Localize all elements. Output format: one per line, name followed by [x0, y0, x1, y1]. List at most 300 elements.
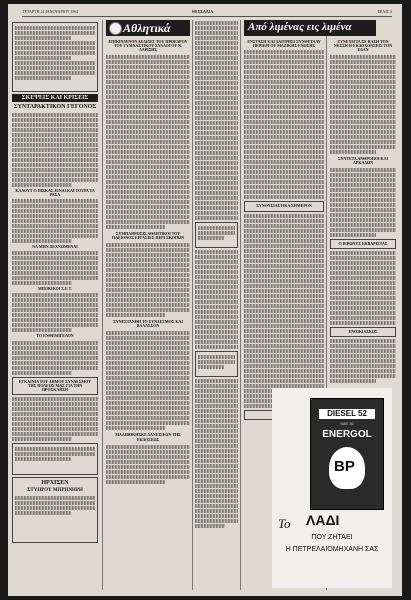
- body-text-line: [12, 143, 98, 147]
- football-icon: [109, 22, 122, 35]
- small-notice-box: [12, 443, 98, 475]
- body-text-line: [330, 228, 396, 232]
- body-text-line: [330, 80, 396, 84]
- body-text-line: [195, 399, 238, 403]
- body-text-line: [15, 511, 71, 515]
- body-text-line: [195, 330, 238, 334]
- body-text-line: [106, 130, 190, 134]
- page-header: [22, 8, 392, 17]
- body-text-line: [244, 75, 324, 79]
- body-text-line: [12, 153, 98, 157]
- body-text-line: [106, 95, 190, 99]
- body-text-line: [244, 115, 324, 119]
- body-text-line: [330, 261, 396, 265]
- body-text-line: [330, 359, 396, 363]
- body-text-line: [106, 135, 190, 139]
- body-text-line: [12, 234, 98, 238]
- body-text-line: [244, 324, 324, 328]
- body-text-line: [330, 100, 396, 104]
- body-text-line: [12, 437, 72, 441]
- body-text-line: [195, 141, 238, 145]
- body-text-line: [244, 264, 324, 268]
- body-text-line: [12, 356, 98, 360]
- body-text-line: [195, 419, 238, 423]
- body-text-line: [15, 457, 71, 461]
- body-text-line: [330, 316, 396, 320]
- body-text-line: [244, 180, 324, 184]
- body-text-line: [195, 116, 238, 120]
- body-text-line: [12, 183, 72, 187]
- body-text-line: [195, 504, 238, 508]
- body-text-line: [195, 71, 238, 75]
- body-text-line: [330, 115, 396, 119]
- body-text-line: [244, 195, 324, 199]
- body-text-line: [244, 175, 324, 179]
- sports-headline: ΜΑΛΙΒΟΚΗΣΚΕ ΔΑΝΕΙΣΕΩΝ ΤΗΣ ΕΚΔΟΣΕΩΣ: [115, 432, 181, 442]
- body-text-line: [15, 56, 71, 60]
- body-text-line: [195, 76, 238, 80]
- body-text-line: [15, 506, 95, 510]
- body-text-line: [12, 158, 98, 162]
- listing-box: [195, 351, 238, 377]
- body-text-line: [330, 173, 396, 177]
- body-text-line: [195, 216, 238, 220]
- body-text-line: [195, 449, 238, 453]
- body-text-line: [198, 236, 224, 240]
- body-text-line: [330, 198, 396, 202]
- body-text-line: [106, 381, 190, 385]
- body-text-line: [106, 346, 190, 350]
- body-text-line: [12, 239, 72, 243]
- column-listings: [195, 20, 238, 592]
- body-text-line: [244, 219, 324, 223]
- body-text-line: [195, 494, 238, 498]
- body-text-line: [330, 349, 396, 353]
- body-text-line: [106, 371, 190, 375]
- body-text-line: [244, 299, 324, 303]
- body-text-line: [330, 135, 396, 139]
- harbour-notice-box: [330, 327, 396, 337]
- body-text-line: [106, 263, 190, 267]
- body-text-line: [195, 121, 238, 125]
- body-text-line: [195, 275, 238, 279]
- body-text-line: [195, 524, 225, 528]
- body-text-line: [244, 70, 324, 74]
- body-text-line: [106, 80, 190, 84]
- notice-subheading: ΣΤΥΠΡΟΥ ΜΠΡΗΝΗΡΗ: [27, 488, 83, 494]
- body-text-line: [195, 106, 238, 110]
- body-text-line: [195, 86, 238, 90]
- body-text-line: [330, 125, 396, 129]
- body-text-line: [12, 276, 98, 280]
- body-text-line: [244, 214, 324, 218]
- body-text-line: [244, 229, 324, 233]
- harbour-notice-heading: ΕΝΟΙΚΙΑΣΕΩΣ: [348, 329, 378, 335]
- body-text-line: [195, 474, 238, 478]
- harbour-banner-title: Από λιμένας εις λιμένα: [248, 21, 352, 33]
- body-text-line: [330, 286, 396, 290]
- bp-shield-logo: [329, 447, 365, 489]
- body-text-line: [12, 351, 98, 355]
- body-text-line: [330, 213, 396, 217]
- harbour-notice-box: [330, 239, 396, 249]
- body-text-line: [106, 268, 190, 272]
- body-text-line: [195, 384, 238, 388]
- body-text-line: [15, 71, 95, 75]
- body-text-line: [244, 105, 324, 109]
- body-text-line: [330, 251, 396, 255]
- body-text-line: [244, 344, 324, 348]
- body-text-line: [106, 200, 190, 204]
- body-text-line: [195, 51, 238, 55]
- body-text-line: [12, 298, 98, 302]
- body-text-line: [106, 125, 190, 129]
- body-text-line: [12, 256, 98, 260]
- body-text-line: [244, 234, 324, 238]
- body-text-line: [106, 140, 190, 144]
- body-text-line: [195, 285, 238, 289]
- body-text-line: [12, 261, 98, 265]
- body-text-line: [330, 150, 376, 154]
- sports-banner-title: Αθλητικά: [123, 21, 171, 35]
- body-text-line: [244, 145, 324, 149]
- body-text-line: [195, 320, 238, 324]
- body-text-line: [244, 100, 324, 104]
- body-text-line: [12, 341, 98, 345]
- body-text-line: [195, 325, 238, 329]
- body-text-line: [330, 369, 396, 373]
- body-text-line: [195, 429, 238, 433]
- body-text-line: [244, 90, 324, 94]
- body-text-line: [106, 470, 190, 474]
- body-text-line: [195, 434, 238, 438]
- body-text-line: [195, 161, 238, 165]
- body-text-line: [330, 301, 396, 305]
- column-sports: [106, 38, 190, 588]
- body-text-line: [244, 224, 324, 228]
- body-text-line: [15, 46, 95, 50]
- section-heading: ΤΟ ΕΝΘΕΜΙΓΕΛΟΝ: [36, 333, 74, 339]
- body-text-line: [15, 36, 71, 40]
- body-text-line: [12, 128, 98, 132]
- body-text-line: [330, 354, 396, 358]
- body-text-line: [330, 120, 396, 124]
- body-text-line: [106, 180, 190, 184]
- body-text-line: [195, 171, 238, 175]
- body-text-line: [106, 60, 190, 64]
- body-text-line: [106, 396, 190, 400]
- body-text-line: [195, 211, 238, 215]
- body-text-line: [106, 293, 190, 297]
- masthead-box: [12, 22, 98, 92]
- body-text-line: [330, 85, 396, 89]
- body-text-line: [244, 244, 324, 248]
- body-text-line: [244, 85, 324, 89]
- body-text-line: [106, 401, 190, 405]
- oil-can-illustration: [310, 398, 384, 510]
- sports-headline: ΣΥΝΕΣΤΑΝΘΗ ΤΟ ΣΥΝΔΕΣΜΟΣ ΚΑΙ ΒΑΛΑΣΣΟΝ: [113, 318, 183, 329]
- body-text-line: [195, 310, 238, 314]
- body-text-line: [106, 426, 165, 430]
- section-heading: ΚΛΑΟΥΤ Ο ΠΙΣΚΑΣ ΕΙΝΑΙ ΚΑΙ ΤΟΥΡΑ ΤΑ ΡΑΣΑ: [15, 187, 95, 197]
- body-text-line: [195, 514, 238, 518]
- body-text-line: [244, 150, 324, 154]
- body-text-line: [106, 165, 190, 169]
- body-text-line: [106, 356, 190, 360]
- body-text-line: [195, 66, 238, 70]
- body-text-line: [244, 334, 324, 338]
- body-text-line: [106, 55, 190, 59]
- body-text-line: [12, 214, 98, 218]
- body-text-line: [330, 188, 396, 192]
- body-text-line: [106, 258, 190, 262]
- body-text-line: [12, 251, 98, 255]
- can-product-name: ENERGOL: [322, 429, 372, 440]
- body-text-line: [106, 421, 190, 425]
- bp-logo-text: BP: [334, 458, 355, 475]
- body-text-line: [12, 412, 98, 416]
- body-text-line: [195, 41, 238, 45]
- body-text-line: [106, 90, 190, 94]
- body-text-line: [12, 432, 98, 436]
- body-text-line: [15, 447, 95, 451]
- body-text-line: [330, 233, 376, 237]
- body-text-line: [106, 331, 190, 335]
- body-text-line: [195, 250, 238, 254]
- body-text-line: [106, 85, 190, 89]
- body-text-line: [195, 191, 238, 195]
- energol-advert: [272, 388, 392, 588]
- body-text-line: [330, 168, 396, 172]
- advert-line-2: Η ΠΕΤΡΕΛΑΙΟΜΗΧΑΝΗ ΣΑΣ: [285, 546, 379, 553]
- body-text-line: [330, 296, 396, 300]
- body-text-line: [330, 256, 396, 260]
- body-text-line: [195, 31, 238, 35]
- body-text-line: [106, 65, 190, 69]
- body-text-line: [106, 465, 190, 469]
- body-text-line: [106, 170, 190, 174]
- body-text-line: [106, 225, 165, 229]
- body-text-line: [12, 178, 98, 182]
- body-text-line: [244, 135, 324, 139]
- body-text-line: [244, 50, 324, 54]
- body-text-line: [330, 55, 396, 59]
- advert-product: ΛΑΔΙ: [306, 512, 340, 528]
- body-text-line: [12, 397, 98, 401]
- body-text-line: [244, 384, 324, 388]
- body-text-line: [12, 422, 98, 426]
- column-harbour-right: [330, 38, 396, 384]
- body-text-line: [244, 289, 324, 293]
- body-text-line: [330, 130, 396, 134]
- body-text-line: [12, 113, 98, 117]
- body-text-line: [198, 355, 235, 359]
- body-text-line: [244, 314, 324, 318]
- body-text-line: [106, 273, 190, 277]
- body-text-line: [12, 366, 98, 370]
- body-text-line: [330, 374, 396, 378]
- announcement-box: [12, 377, 98, 396]
- body-text-line: [106, 298, 190, 302]
- body-text-line: [12, 346, 98, 350]
- harbour-banner: [244, 20, 376, 36]
- harbour-headline: ΣΥΝΤΕΤΑ ΑΝΘΡΟΠΟΙ ΚΑΙ ΑΡΚΑΔΩΝ: [337, 155, 389, 165]
- body-text-line: [244, 95, 324, 99]
- body-text-line: [195, 499, 238, 503]
- body-text-line: [106, 308, 190, 312]
- body-text-line: [12, 402, 98, 406]
- body-text-line: [195, 379, 238, 383]
- body-text-line: [12, 427, 98, 431]
- body-text-line: [244, 170, 324, 174]
- body-text-line: [12, 224, 98, 228]
- body-text-line: [195, 46, 238, 50]
- body-text-line: [106, 253, 190, 257]
- body-text-line: [106, 75, 190, 79]
- body-text-line: [244, 185, 324, 189]
- body-text-line: [244, 369, 324, 373]
- body-text-line: [195, 305, 238, 309]
- body-text-line: [195, 335, 238, 339]
- body-text-line: [106, 366, 190, 370]
- body-text-line: [195, 270, 238, 274]
- body-text-line: [244, 339, 324, 343]
- column-rule: [240, 20, 241, 590]
- body-text-line: [195, 136, 238, 140]
- body-text-line: [244, 309, 324, 313]
- body-text-line: [330, 183, 396, 187]
- body-text-line: [106, 475, 190, 479]
- can-grade: SAE 30: [340, 421, 354, 426]
- body-text-line: [244, 329, 324, 333]
- body-text-line: [195, 101, 238, 105]
- harbour-notice-box: [244, 201, 324, 211]
- body-text-line: [244, 259, 324, 263]
- body-text-line: [195, 201, 238, 205]
- body-text-line: [330, 105, 396, 109]
- body-text-line: [330, 379, 376, 383]
- body-text-line: [244, 254, 324, 258]
- body-text-line: [106, 351, 190, 355]
- body-text-line: [244, 304, 324, 308]
- body-text-line: [330, 266, 396, 270]
- body-text-line: [195, 479, 238, 483]
- body-text-line: [195, 280, 238, 284]
- body-text-line: [195, 340, 238, 344]
- body-text-line: [195, 126, 238, 130]
- body-text-line: [330, 306, 396, 310]
- body-text-line: [12, 323, 98, 327]
- body-text-line: [15, 26, 95, 30]
- body-text-line: [330, 223, 396, 227]
- body-text-line: [195, 509, 238, 513]
- body-text-line: [106, 205, 190, 209]
- body-text-line: [244, 130, 324, 134]
- column-rule: [102, 20, 103, 590]
- harbour-notice-heading: ΣΥΝΟΥΣΙΑΣΤΙΚΑ ΣΗΜΕΡΟΝ: [256, 203, 312, 209]
- body-text-line: [244, 239, 324, 243]
- body-text-line: [15, 66, 95, 70]
- body-text-line: [330, 281, 396, 285]
- body-text-line: [195, 206, 238, 210]
- body-text-line: [330, 321, 396, 325]
- body-text-line: [12, 199, 98, 203]
- body-text-line: [195, 81, 238, 85]
- column-left: [12, 20, 98, 592]
- body-text-line: [195, 469, 238, 473]
- body-text-line: [106, 248, 190, 252]
- body-text-line: [195, 21, 238, 25]
- issue-date: ΤΕΤΑΡΤΗ 24 ΙΑΝΟΥΑΡΙΟΥ 1962: [22, 9, 79, 14]
- body-text-line: [330, 218, 396, 222]
- body-text-line: [330, 203, 396, 207]
- body-text-line: [244, 284, 324, 288]
- body-text-line: [15, 51, 95, 55]
- body-text-line: [195, 315, 238, 319]
- body-text-line: [106, 115, 190, 119]
- body-text-line: [106, 480, 165, 484]
- body-text-line: [195, 424, 238, 428]
- body-text-line: [244, 110, 324, 114]
- body-text-line: [195, 196, 238, 200]
- editorial-subheading: ΣΥΝΤΑΡΑΚΤΙΚΟΝ ΓΕΓΟΝΟΣ: [13, 104, 97, 111]
- body-text-line: [330, 140, 396, 144]
- body-text-line: [198, 365, 224, 369]
- body-text-line: [106, 376, 190, 380]
- body-text-line: [244, 319, 324, 323]
- body-text-line: [106, 175, 190, 179]
- body-text-line: [195, 290, 238, 294]
- body-text-line: [106, 220, 190, 224]
- body-text-line: [106, 278, 190, 282]
- body-text-line: [106, 145, 190, 149]
- body-text-line: [330, 311, 396, 315]
- body-text-line: [195, 36, 238, 40]
- body-text-line: [244, 364, 324, 368]
- body-text-line: [106, 215, 190, 219]
- body-text-line: [195, 404, 238, 408]
- body-text-line: [244, 160, 324, 164]
- body-text-line: [12, 168, 98, 172]
- body-text-line: [195, 151, 238, 155]
- body-text-line: [195, 166, 238, 170]
- body-text-line: [244, 55, 324, 59]
- body-text-line: [330, 95, 396, 99]
- editorial-heading: ΣΚΕΨΕΙΣ ΚΑΙ ΚΡΙΣΕΙΣ: [12, 94, 98, 102]
- body-text-line: [195, 459, 238, 463]
- body-text-line: [106, 210, 190, 214]
- body-text-line: [106, 110, 190, 114]
- body-text-line: [330, 145, 396, 149]
- body-text-line: [106, 185, 190, 189]
- body-text-line: [195, 156, 238, 160]
- body-text-line: [106, 336, 190, 340]
- body-text-line: [12, 266, 98, 270]
- body-text-line: [15, 76, 71, 80]
- body-text-line: [12, 204, 98, 208]
- sports-banner: [106, 20, 190, 36]
- body-text-line: [195, 519, 238, 523]
- body-text-line: [12, 173, 98, 177]
- section-heading: ΝΑ ΜΗΝ ΞΕΧΝΩΜΕΝΑΙ: [32, 243, 78, 249]
- body-text-line: [195, 255, 238, 259]
- body-text-line: [106, 70, 190, 74]
- body-text-line: [12, 219, 98, 223]
- newspaper-page: [8, 4, 402, 596]
- announcement-heading: ΕΓΚΑΙΝΙΑ ΤΟΥ ΔΗΜΟΥ ΣΥΝΔΕΣΜΟΥ ΤΗΣ ΠΟΛΕΩΣ ΜΑΣ ΓΙΑ ΤΗΝ ΠΡΟΣΚΛΗΣΗ: [18, 378, 92, 392]
- body-text-line: [12, 308, 98, 312]
- body-text-line: [15, 501, 95, 505]
